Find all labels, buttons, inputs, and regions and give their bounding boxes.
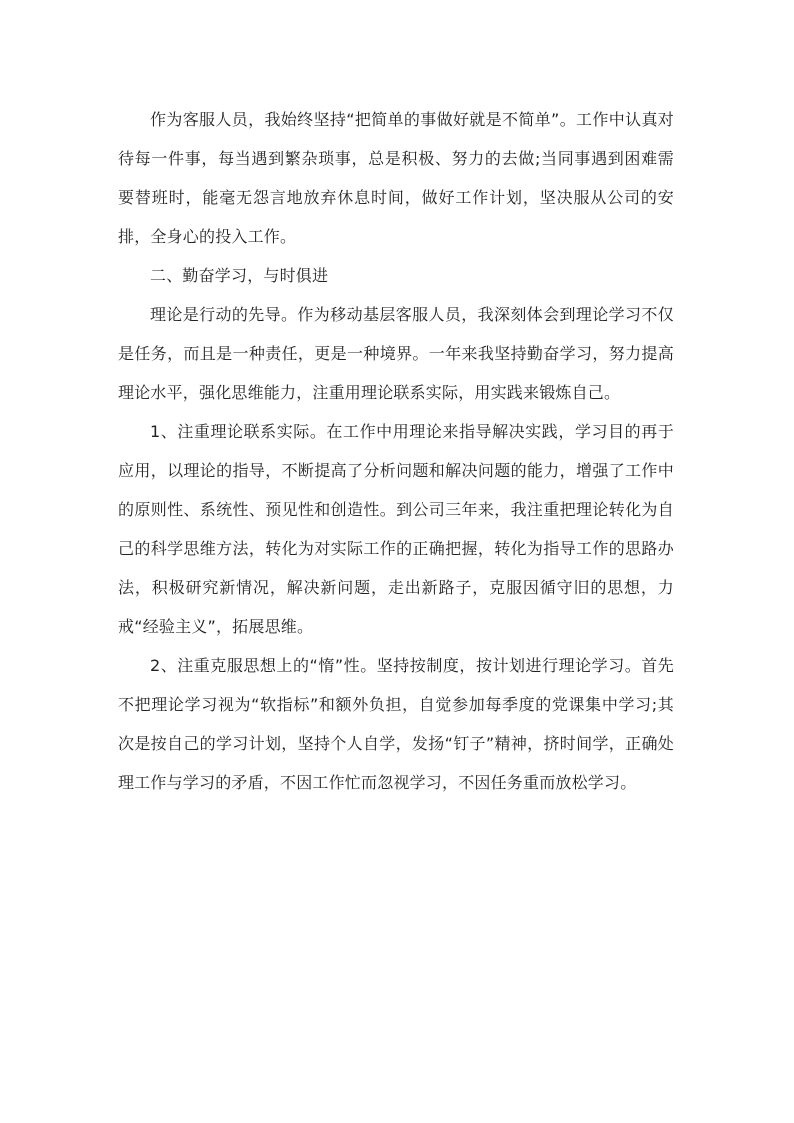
paragraph-theory-intro: 理论是行动的先导。作为移动基层客服人员，我深刻体会到理论学习不仅是任务，而且是一种责任，更是一种境界。一年来我坚持勤奋学习，努力提高理论水平，强化思维能力，注重用理论联系实际，用实践来锻炼自己。 <box>118 305 674 402</box>
document-body <box>118 100 674 802</box>
paragraph-theory-practice: 1、注重理论联系实际。在工作中用理论来指导解决实践，学习目的再于应用，以理论的指导，不断提高了分析问题和解决问题的能力，增强了工作中的原则性、系统性、预见性和创造性。到公司三年来，我注重把理论转化为自己的科学思维方法，转化为对实际工作的正确把握，转化为指导工作的思路办法，积极研究新情况，解决新问题，走出新路子，克服因循守旧的思想，力戒“经验主义”，拓展思维。 <box>118 422 674 636</box>
section-heading-study: 二、勤奋学习，与时俱进 <box>150 266 329 285</box>
paragraph-overcome-inertia: 2、注重克服思想上的“惰”性。坚持按制度，按计划进行理论学习。首先不把理论学习视为“软指标”和额外负担，自觉参加每季度的党课集中学习;其次是按自己的学习计划，坚持个人自学，发扬“钉子”精神，挤时间学，正确处理工作与学习的矛盾，不因工作忙而忽视学习，不因任务重而放松学习。 <box>118 656 674 792</box>
paragraph-customer-service: 作为客服人员，我始终坚持“把简单的事做好就是不简单”。工作中认真对待每一件事，每当遇到繁杂琐事，总是积极、努力的去做;当同事遇到困难需要替班时，能毫无怨言地放弃休息时间，做好工作计划，坚决服从公司的安排，全身心的投入工作。 <box>118 110 674 246</box>
